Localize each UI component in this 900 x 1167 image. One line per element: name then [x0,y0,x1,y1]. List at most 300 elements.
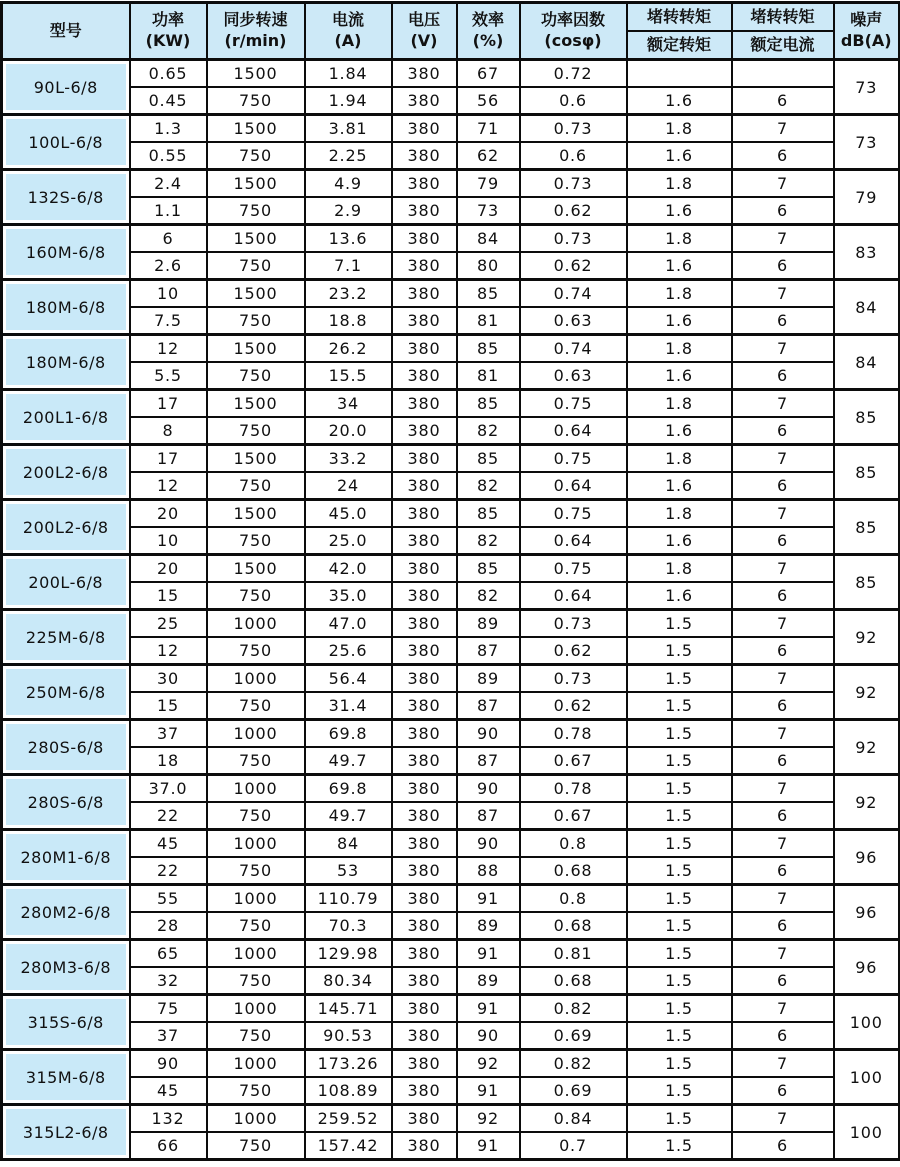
value-cell-current: 42.0 [305,555,392,583]
value-cell-locked-current-ratio: 6 [732,1077,834,1105]
value-cell-current: 69.8 [305,720,392,748]
value-cell-efficiency: 90 [457,720,520,748]
value-cell-voltage: 380 [392,802,457,830]
value-cell-current: 1.84 [305,60,392,88]
value-cell-efficiency: 88 [457,857,520,885]
value-cell-voltage: 380 [392,775,457,803]
value-cell-locked-current-ratio: 7 [732,1105,834,1133]
value-cell-voltage: 380 [392,307,457,335]
value-cell-sync-speed: 750 [207,252,305,280]
header-efficiency-label: 效率 [471,10,504,30]
value-cell-locked-current-ratio [732,60,834,88]
value-cell-power: 12 [130,472,207,500]
header-locked-torque-ratio-numerator: 堵转转矩 [628,4,731,32]
value-cell-sync-speed: 1500 [207,555,305,583]
value-cell-efficiency: 91 [457,995,520,1023]
value-cell-power-factor: 0.62 [520,637,627,665]
value-cell-locked-current-ratio: 7 [732,940,834,968]
spec-row-280M2-6/8-1 [2,885,900,913]
value-cell-efficiency: 91 [457,885,520,913]
noise-cell: 85 [834,390,900,445]
value-cell-voltage: 380 [392,60,457,88]
noise-cell: 92 [834,610,900,665]
value-cell-efficiency: 92 [457,1050,520,1078]
header-model-label: 型号 [49,20,82,40]
value-cell-locked-torque-ratio: 1.6 [627,417,732,445]
value-cell-locked-current-ratio: 7 [732,390,834,418]
value-cell-locked-torque-ratio: 1.6 [627,252,732,280]
value-cell-locked-current-ratio: 6 [732,197,834,225]
value-cell-sync-speed: 750 [207,637,305,665]
model-cell: 180M-6/8 [2,280,130,335]
value-cell-voltage: 380 [392,527,457,555]
noise-cell: 92 [834,665,900,720]
value-cell-locked-current-ratio: 7 [732,775,834,803]
spec-row-280S-6/8-1 [2,720,900,748]
value-cell-locked-current-ratio: 7 [732,170,834,198]
value-cell-current: 259.52 [305,1105,392,1133]
spec-row-280M1-6/8-2 [2,857,900,885]
value-cell-current: 3.81 [305,115,392,143]
value-cell-power: 66 [130,1132,207,1160]
spec-row-200L1-6/8-2 [2,417,900,445]
value-cell-locked-current-ratio: 6 [732,252,834,280]
value-cell-sync-speed: 750 [207,307,305,335]
model-cell: 200L2-6/8 [2,500,130,555]
value-cell-efficiency: 89 [457,912,520,940]
value-cell-power-factor: 0.67 [520,802,627,830]
value-cell-voltage: 380 [392,1132,457,1160]
header-cell-power [130,3,207,60]
value-cell-sync-speed: 1500 [207,445,305,473]
value-cell-voltage: 380 [392,830,457,858]
spec-row-200L2-6/8-1 [2,500,900,528]
value-cell-current: 47.0 [305,610,392,638]
value-cell-power-factor: 0.63 [520,362,627,390]
value-cell-power: 12 [130,335,207,363]
value-cell-voltage: 380 [392,720,457,748]
value-cell-efficiency: 71 [457,115,520,143]
value-cell-efficiency: 81 [457,307,520,335]
spec-row-132S-6/8-2 [2,197,900,225]
value-cell-current: 25.0 [305,527,392,555]
value-cell-current: 45.0 [305,500,392,528]
model-cell: 315M-6/8 [2,1050,130,1105]
value-cell-current: 2.9 [305,197,392,225]
value-cell-current: 7.1 [305,252,392,280]
value-cell-power-factor: 0.6 [520,87,627,115]
value-cell-locked-torque-ratio: 1.5 [627,747,732,775]
value-cell-sync-speed: 750 [207,87,305,115]
value-cell-locked-current-ratio: 7 [732,665,834,693]
value-cell-locked-current-ratio: 7 [732,555,834,583]
value-cell-sync-speed: 1500 [207,335,305,363]
value-cell-power: 6 [130,225,207,253]
value-cell-efficiency: 87 [457,747,520,775]
value-cell-locked-torque-ratio: 1.6 [627,307,732,335]
value-cell-sync-speed: 750 [207,582,305,610]
value-cell-locked-torque-ratio [627,60,732,88]
value-cell-voltage: 380 [392,335,457,363]
value-cell-locked-torque-ratio: 1.5 [627,857,732,885]
value-cell-efficiency: 87 [457,692,520,720]
value-cell-efficiency: 85 [457,390,520,418]
value-cell-power-factor: 0.82 [520,995,627,1023]
value-cell-voltage: 380 [392,445,457,473]
noise-cell: 79 [834,170,900,225]
value-cell-power-factor: 0.62 [520,197,627,225]
value-cell-locked-torque-ratio: 1.6 [627,527,732,555]
value-cell-sync-speed: 1000 [207,775,305,803]
header-locked-current-ratio-denominator: 额定电流 [750,34,815,54]
header-sync-speed-label: 同步转速 [223,10,288,30]
value-cell-power-factor: 0.64 [520,527,627,555]
model-cell: 132S-6/8 [2,170,130,225]
model-cell: 200L1-6/8 [2,390,130,445]
value-cell-efficiency: 85 [457,280,520,308]
value-cell-voltage: 380 [392,692,457,720]
value-cell-power: 20 [130,555,207,583]
value-cell-voltage: 380 [392,500,457,528]
value-cell-locked-current-ratio: 7 [732,500,834,528]
header-cell-locked-current-ratio [732,3,834,60]
value-cell-power-factor: 0.75 [520,555,627,583]
spec-row-200L2-6/8-2 [2,472,900,500]
value-cell-power: 22 [130,857,207,885]
value-cell-power-factor: 0.64 [520,582,627,610]
value-cell-power: 0.45 [130,87,207,115]
value-cell-efficiency: 81 [457,362,520,390]
value-cell-sync-speed: 750 [207,747,305,775]
value-cell-efficiency: 89 [457,967,520,995]
header-cell-current [305,3,392,60]
value-cell-locked-torque-ratio: 1.5 [627,637,732,665]
value-cell-power-factor: 0.69 [520,1022,627,1050]
value-cell-sync-speed: 1000 [207,1050,305,1078]
spec-row-132S-6/8-1 [2,170,900,198]
value-cell-current: 49.7 [305,747,392,775]
value-cell-power-factor: 0.74 [520,335,627,363]
value-cell-locked-torque-ratio: 1.5 [627,610,732,638]
value-cell-locked-torque-ratio: 1.5 [627,692,732,720]
value-cell-sync-speed: 1000 [207,720,305,748]
noise-cell: 85 [834,555,900,610]
value-cell-current: 33.2 [305,445,392,473]
header-cell-power-factor [520,3,627,60]
value-cell-locked-current-ratio: 6 [732,472,834,500]
value-cell-power: 25 [130,610,207,638]
value-cell-locked-current-ratio: 7 [732,995,834,1023]
value-cell-power-factor: 0.78 [520,775,627,803]
value-cell-power: 37.0 [130,775,207,803]
value-cell-current: 26.2 [305,335,392,363]
value-cell-voltage: 380 [392,885,457,913]
spec-row-225M-6/8-1 [2,610,900,638]
value-cell-power: 65 [130,940,207,968]
value-cell-power: 32 [130,967,207,995]
value-cell-locked-current-ratio: 6 [732,637,834,665]
spec-row-315M-6/8-2 [2,1077,900,1105]
value-cell-voltage: 380 [392,115,457,143]
value-cell-power-factor: 0.81 [520,940,627,968]
noise-cell: 73 [834,115,900,170]
value-cell-efficiency: 87 [457,637,520,665]
value-cell-current: 129.98 [305,940,392,968]
value-cell-efficiency: 82 [457,582,520,610]
value-cell-voltage: 380 [392,417,457,445]
value-cell-voltage: 380 [392,390,457,418]
value-cell-locked-torque-ratio: 1.5 [627,720,732,748]
spec-row-180M-6/8-1 [2,280,900,308]
header-current-label: 电流 [331,10,364,30]
value-cell-locked-torque-ratio: 1.6 [627,362,732,390]
value-cell-current: 13.6 [305,225,392,253]
value-cell-efficiency: 85 [457,500,520,528]
value-cell-locked-current-ratio: 6 [732,362,834,390]
value-cell-power-factor: 0.68 [520,857,627,885]
value-cell-current: 24 [305,472,392,500]
value-cell-power-factor: 0.75 [520,500,627,528]
spec-row-180M-6/8-2 [2,362,900,390]
noise-cell: 85 [834,445,900,500]
value-cell-sync-speed: 750 [207,417,305,445]
value-cell-locked-torque-ratio: 1.8 [627,390,732,418]
value-cell-locked-torque-ratio: 1.5 [627,1132,732,1160]
header-cell-noise [834,3,900,60]
noise-cell: 84 [834,335,900,390]
value-cell-voltage: 380 [392,610,457,638]
value-cell-sync-speed: 1500 [207,500,305,528]
noise-cell: 96 [834,830,900,885]
spec-row-280M2-6/8-2 [2,912,900,940]
table-header [2,3,900,60]
value-cell-current: 4.9 [305,170,392,198]
value-cell-locked-current-ratio: 7 [732,335,834,363]
value-cell-locked-current-ratio: 7 [732,280,834,308]
value-cell-efficiency: 85 [457,445,520,473]
spec-row-250M-6/8-2 [2,692,900,720]
value-cell-efficiency: 90 [457,775,520,803]
spec-row-280S-6/8-2 [2,747,900,775]
value-cell-current: 80.34 [305,967,392,995]
value-cell-power: 132 [130,1105,207,1133]
value-cell-locked-current-ratio: 6 [732,527,834,555]
value-cell-sync-speed: 750 [207,1132,305,1160]
spec-row-90L-6/8-2 [2,87,900,115]
value-cell-current: 15.5 [305,362,392,390]
value-cell-sync-speed: 1000 [207,940,305,968]
value-cell-current: 23.2 [305,280,392,308]
value-cell-efficiency: 91 [457,1077,520,1105]
noise-cell: 96 [834,885,900,940]
value-cell-power: 12 [130,637,207,665]
model-cell: 280M3-6/8 [2,940,130,995]
value-cell-locked-current-ratio: 6 [732,1132,834,1160]
value-cell-efficiency: 91 [457,940,520,968]
value-cell-sync-speed: 750 [207,197,305,225]
value-cell-power: 2.6 [130,252,207,280]
value-cell-locked-torque-ratio: 1.6 [627,142,732,170]
value-cell-efficiency: 80 [457,252,520,280]
model-cell: 280M2-6/8 [2,885,130,940]
value-cell-power-factor: 0.64 [520,472,627,500]
header-power-factor-label: 功率因数 [540,10,605,30]
spec-row-100L-6/8-2 [2,142,900,170]
value-cell-power: 5.5 [130,362,207,390]
value-cell-locked-current-ratio: 7 [732,445,834,473]
header-power-label: 功率 [151,10,184,30]
value-cell-locked-torque-ratio: 1.5 [627,802,732,830]
spec-row-160M-6/8-2 [2,252,900,280]
value-cell-power-factor: 0.73 [520,115,627,143]
value-cell-current: 20.0 [305,417,392,445]
value-cell-sync-speed: 1500 [207,390,305,418]
value-cell-locked-current-ratio: 7 [732,225,834,253]
value-cell-power-factor: 0.7 [520,1132,627,1160]
value-cell-power-factor: 0.67 [520,747,627,775]
value-cell-power: 37 [130,720,207,748]
spec-row-200L2-6/8-1 [2,445,900,473]
value-cell-locked-torque-ratio: 1.8 [627,500,732,528]
value-cell-sync-speed: 1000 [207,830,305,858]
value-cell-sync-speed: 1000 [207,610,305,638]
value-cell-power: 17 [130,445,207,473]
header-current-unit: (A) [334,31,362,50]
spec-row-315S-6/8-1 [2,995,900,1023]
spec-row-225M-6/8-2 [2,637,900,665]
value-cell-locked-torque-ratio: 1.5 [627,1050,732,1078]
spec-row-90L-6/8-1 [2,60,900,88]
value-cell-voltage: 380 [392,197,457,225]
value-cell-locked-torque-ratio: 1.6 [627,582,732,610]
value-cell-sync-speed: 1500 [207,170,305,198]
value-cell-voltage: 380 [392,555,457,583]
spec-row-160M-6/8-1 [2,225,900,253]
value-cell-current: 1.94 [305,87,392,115]
value-cell-efficiency: 67 [457,60,520,88]
value-cell-current: 56.4 [305,665,392,693]
value-cell-sync-speed: 1000 [207,885,305,913]
value-cell-voltage: 380 [392,747,457,775]
value-cell-current: 34 [305,390,392,418]
value-cell-voltage: 380 [392,912,457,940]
value-cell-power-factor: 0.62 [520,692,627,720]
spec-row-280M3-6/8-2 [2,967,900,995]
value-cell-power: 90 [130,1050,207,1078]
value-cell-locked-torque-ratio: 1.5 [627,940,732,968]
value-cell-power: 7.5 [130,307,207,335]
value-cell-sync-speed: 750 [207,142,305,170]
value-cell-power-factor: 0.73 [520,225,627,253]
value-cell-voltage: 380 [392,1105,457,1133]
value-cell-current: 69.8 [305,775,392,803]
value-cell-efficiency: 89 [457,610,520,638]
value-cell-voltage: 380 [392,225,457,253]
value-cell-locked-current-ratio: 7 [732,115,834,143]
value-cell-power: 2.4 [130,170,207,198]
value-cell-sync-speed: 750 [207,1077,305,1105]
value-cell-locked-current-ratio: 6 [732,967,834,995]
spec-row-200L-6/8-1 [2,555,900,583]
value-cell-locked-torque-ratio: 1.5 [627,885,732,913]
spec-row-250M-6/8-1 [2,665,900,693]
value-cell-current: 53 [305,857,392,885]
spec-row-180M-6/8-2 [2,307,900,335]
value-cell-locked-torque-ratio: 1.8 [627,225,732,253]
value-cell-power-factor: 0.84 [520,1105,627,1133]
value-cell-power-factor: 0.75 [520,445,627,473]
value-cell-current: 35.0 [305,582,392,610]
value-cell-power: 0.65 [130,60,207,88]
value-cell-power: 15 [130,582,207,610]
value-cell-power-factor: 0.78 [520,720,627,748]
value-cell-efficiency: 62 [457,142,520,170]
value-cell-locked-torque-ratio: 1.6 [627,87,732,115]
spec-row-315L2-6/8-1 [2,1105,900,1133]
model-cell: 180M-6/8 [2,335,130,390]
spec-row-280S-6/8-1 [2,775,900,803]
value-cell-locked-torque-ratio: 1.5 [627,995,732,1023]
value-cell-sync-speed: 750 [207,912,305,940]
model-cell: 280S-6/8 [2,775,130,830]
value-cell-locked-torque-ratio: 1.8 [627,335,732,363]
spec-row-315S-6/8-2 [2,1022,900,1050]
noise-cell: 85 [834,500,900,555]
value-cell-locked-torque-ratio: 1.6 [627,197,732,225]
value-cell-efficiency: 79 [457,170,520,198]
noise-cell: 84 [834,280,900,335]
noise-cell: 92 [834,775,900,830]
spec-row-315M-6/8-1 [2,1050,900,1078]
value-cell-power: 45 [130,830,207,858]
value-cell-locked-torque-ratio: 1.8 [627,280,732,308]
model-cell: 315S-6/8 [2,995,130,1050]
noise-cell: 92 [834,720,900,775]
model-cell: 250M-6/8 [2,665,130,720]
model-cell: 280S-6/8 [2,720,130,775]
value-cell-power: 17 [130,390,207,418]
value-cell-locked-current-ratio: 6 [732,1022,834,1050]
value-cell-power: 37 [130,1022,207,1050]
value-cell-sync-speed: 750 [207,1022,305,1050]
value-cell-power-factor: 0.63 [520,307,627,335]
value-cell-locked-current-ratio: 7 [732,1050,834,1078]
value-cell-locked-current-ratio: 7 [732,885,834,913]
value-cell-power: 75 [130,995,207,1023]
spec-row-280M1-6/8-1 [2,830,900,858]
value-cell-power-factor: 0.73 [520,665,627,693]
value-cell-voltage: 380 [392,857,457,885]
value-cell-locked-torque-ratio: 1.5 [627,1022,732,1050]
value-cell-locked-current-ratio: 6 [732,582,834,610]
value-cell-current: 110.79 [305,885,392,913]
value-cell-locked-torque-ratio: 1.8 [627,115,732,143]
header-cell-model [2,3,130,60]
value-cell-power: 10 [130,280,207,308]
noise-cell: 100 [834,995,900,1050]
value-cell-current: 25.6 [305,637,392,665]
noise-cell: 100 [834,1050,900,1105]
value-cell-current: 18.8 [305,307,392,335]
value-cell-locked-torque-ratio: 1.6 [627,472,732,500]
value-cell-sync-speed: 750 [207,967,305,995]
value-cell-current: 84 [305,830,392,858]
header-power-factor-unit: (cosφ) [544,31,602,50]
value-cell-voltage: 380 [392,967,457,995]
value-cell-current: 49.7 [305,802,392,830]
value-cell-voltage: 380 [392,1022,457,1050]
spec-row-180M-6/8-1 [2,335,900,363]
